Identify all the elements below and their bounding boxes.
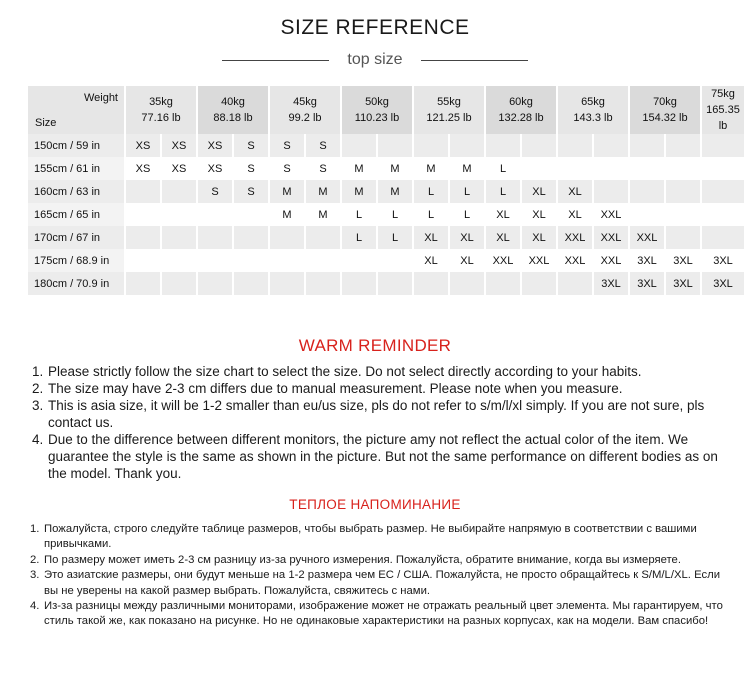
size-cell (341, 249, 377, 272)
size-cell (701, 203, 745, 226)
size-cell (629, 180, 665, 203)
size-cell: XXL (521, 249, 557, 272)
weight-lb: 99.2 lb (288, 112, 322, 124)
size-cell: L (341, 203, 377, 226)
size-cell: S (197, 180, 233, 203)
size-cell: S (305, 157, 341, 180)
weight-header-row (28, 86, 745, 134)
size-cell (233, 249, 269, 272)
weight-lb: 77.16 lb (141, 112, 181, 124)
table-row (28, 134, 745, 157)
size-cell (305, 226, 341, 249)
size-cell: XXL (485, 249, 521, 272)
table-row (28, 203, 745, 226)
size-cell (269, 226, 305, 249)
size-cell (557, 157, 593, 180)
weight-lb: 121.25 lb (426, 112, 472, 124)
weight-kg: 45kg (293, 96, 317, 108)
weight-lb: 132.28 lb (498, 112, 544, 124)
size-cell: M (449, 157, 485, 180)
list-item: 3. This is asia size, it will be 1-2 smaller than eu/us size, pls do not refer to s/m/l/xl simply. If you are not sure, pls contact us. (32, 398, 705, 430)
height-label: 170cm / 67 in (28, 226, 125, 249)
size-cell (161, 226, 197, 249)
size-cell: M (413, 157, 449, 180)
page-title: SIZE REFERENCE (280, 16, 470, 39)
weight-header-cell (341, 86, 413, 134)
weight-kg: 35kg (149, 96, 173, 108)
size-cell: 3XL (593, 272, 629, 295)
height-label: 150cm / 59 in (28, 134, 125, 157)
size-cell: XL (557, 203, 593, 226)
size-cell: XXL (593, 249, 629, 272)
size-cell: XS (125, 157, 161, 180)
size-cell: XL (449, 249, 485, 272)
size-cell: XS (161, 157, 197, 180)
weight-header-cell (629, 86, 701, 134)
size-cell: 3XL (629, 249, 665, 272)
size-cell: XL (449, 226, 485, 249)
size-cell: 3XL (701, 249, 745, 272)
divider-right (421, 60, 528, 61)
size-cell: M (341, 157, 377, 180)
list-item: 2. По размеру может иметь 2-3 см разницу из-за ручного измерения. Пожалуйста, обратите внимание, когда вы измеряете. (30, 553, 681, 566)
size-cell (701, 226, 745, 249)
size-cell: XL (485, 203, 521, 226)
size-cell: M (377, 157, 413, 180)
size-cell (665, 226, 701, 249)
size-cell: S (233, 180, 269, 203)
weight-kg: 75kg (711, 88, 735, 100)
size-cell: M (269, 180, 305, 203)
size-cell: XXL (629, 226, 665, 249)
weight-lb: 143.3 lb (573, 112, 613, 124)
weight-header-cell (701, 86, 745, 134)
size-cell (377, 249, 413, 272)
size-cell: L (449, 203, 485, 226)
size-cell: XS (161, 134, 197, 157)
warm-reminder-ru-list (20, 522, 730, 630)
warm-reminder-title: WARM REMINDER (298, 336, 452, 355)
size-cell: S (269, 134, 305, 157)
weight-header-cell (125, 86, 197, 134)
size-cell: XXL (557, 226, 593, 249)
size-cell (233, 272, 269, 295)
list-item: 4. Due to the difference between different monitors, the picture amy not reflect the actual color of the item. We guarantee the style is the same as shown in the picture. But not the same performance on different bodies as on the model. Thank you. (32, 432, 718, 481)
size-cell (485, 134, 521, 157)
weight-kg: 40kg (221, 96, 245, 108)
weight-kg: 50kg (365, 96, 389, 108)
size-cell (629, 203, 665, 226)
weight-header-cell (269, 86, 341, 134)
weight-kg: 60kg (509, 96, 533, 108)
size-cell (161, 203, 197, 226)
size-cell (161, 180, 197, 203)
size-cell (629, 134, 665, 157)
table-row (28, 249, 745, 272)
size-cell: L (485, 180, 521, 203)
size-cell: M (305, 203, 341, 226)
weight-lb: 110.23 lb (354, 112, 400, 124)
size-cell (125, 272, 161, 295)
size-cell (197, 203, 233, 226)
size-cell (413, 272, 449, 295)
size-cell: XL (521, 180, 557, 203)
size-chart-table (28, 86, 746, 295)
weight-header-cell (197, 86, 269, 134)
size-cell (521, 157, 557, 180)
size-cell: 3XL (629, 272, 665, 295)
size-cell (377, 272, 413, 295)
size-cell (233, 203, 269, 226)
size-cell (233, 226, 269, 249)
height-label: 180cm / 70.9 in (28, 272, 125, 295)
table-row (28, 272, 745, 295)
size-cell (413, 134, 449, 157)
size-cell: XL (521, 226, 557, 249)
size-cell (665, 180, 701, 203)
size-cell: S (269, 157, 305, 180)
size-cell: XXL (593, 203, 629, 226)
table-row (28, 157, 745, 180)
size-cell (593, 180, 629, 203)
size-cell: M (341, 180, 377, 203)
weight-label: Weight (83, 92, 118, 104)
subtitle-row (0, 49, 750, 71)
divider-left (222, 60, 329, 61)
warm-reminder-list (18, 363, 718, 482)
size-cell: XXL (557, 249, 593, 272)
weight-header-cell (485, 86, 557, 134)
size-cell (197, 272, 233, 295)
weight-header-cell (557, 86, 629, 134)
size-cell (449, 272, 485, 295)
size-cell (269, 272, 305, 295)
weight-lb: 88.18 lb (213, 112, 253, 124)
size-label: Size (35, 117, 57, 129)
size-cell (629, 157, 665, 180)
size-cell (341, 272, 377, 295)
size-cell: L (413, 180, 449, 203)
size-cell: L (377, 203, 413, 226)
page-subtitle: top size (347, 51, 403, 68)
size-cell (341, 134, 377, 157)
size-cell: XS (125, 134, 161, 157)
size-cell (161, 249, 197, 272)
list-item: 1. Please strictly follow the size chart to select the size. Do not select directly according to your habits. (32, 364, 642, 379)
size-cell (485, 272, 521, 295)
size-cell (377, 134, 413, 157)
size-cell (521, 134, 557, 157)
size-cell: M (305, 180, 341, 203)
weight-lb: 165.35 lb (706, 104, 740, 132)
size-cell (269, 249, 305, 272)
size-cell: L (377, 226, 413, 249)
warm-reminder-ru-title: ТЕПЛОЕ НАПОМИНАНИЕ (289, 497, 461, 512)
size-cell (665, 134, 701, 157)
size-cell: XL (413, 249, 449, 272)
size-cell: 3XL (665, 249, 701, 272)
height-label: 160cm / 63 in (28, 180, 125, 203)
size-cell: L (485, 157, 521, 180)
size-cell (593, 157, 629, 180)
size-cell: XL (485, 226, 521, 249)
size-cell: L (413, 203, 449, 226)
size-cell: M (269, 203, 305, 226)
height-label: 165cm / 65 in (28, 203, 125, 226)
size-cell: 3XL (701, 272, 745, 295)
size-cell (161, 272, 197, 295)
size-cell (125, 203, 161, 226)
height-label: 175cm / 68.9 in (28, 249, 125, 272)
weight-kg: 70kg (653, 96, 677, 108)
size-cell: XL (557, 180, 593, 203)
size-cell (197, 226, 233, 249)
size-cell (449, 134, 485, 157)
size-cell: XXL (593, 226, 629, 249)
size-cell (557, 272, 593, 295)
weight-kg: 65kg (581, 96, 605, 108)
height-label: 155cm / 61 in (28, 157, 125, 180)
weight-kg: 55kg (437, 96, 461, 108)
size-cell (701, 157, 745, 180)
size-cell: M (377, 180, 413, 203)
weight-header-cell (413, 86, 485, 134)
size-cell (665, 203, 701, 226)
list-item: 4. Из-за разницы между различными мониторами, изображение может не отражать реальный цвет элемента. Мы гарантируем, что стиль такой же, как показано на рисунке. Но не одинаковые характеристики на разных корпусах, как на модели. Вам спасибо! (30, 600, 723, 628)
weight-lb: 154.32 lb (642, 112, 688, 124)
size-cell: S (233, 157, 269, 180)
size-cell (305, 272, 341, 295)
size-cell (125, 180, 161, 203)
list-item: 1. Пожалуйста, строго следуйте таблице размеров, чтобы выбрать размер. Не выбирайте напрямую в соответствии с вашими привычками. (30, 523, 697, 551)
size-cell (305, 249, 341, 272)
size-cell (125, 249, 161, 272)
table-row (28, 180, 745, 203)
list-item: 3. Это азиатские размеры, они будут меньше на 1-2 размера чем ЕС / США. Пожалуйста, не просто обращайтесь к S/M/L/XL. Если вы не уверены на какой размер выбрать. Пожалуйста, свяжитесь с нами. (30, 569, 721, 597)
size-cell (701, 180, 745, 203)
table-row (28, 226, 745, 249)
size-cell (593, 134, 629, 157)
size-cell (701, 134, 745, 157)
table-corner (28, 86, 125, 134)
size-cell: S (305, 134, 341, 157)
size-cell: L (449, 180, 485, 203)
size-cell: L (341, 226, 377, 249)
size-cell: S (233, 134, 269, 157)
list-item: 2. The size may have 2-3 cm differs due to manual measurement. Please note when you measure. (32, 381, 623, 396)
size-cell (665, 157, 701, 180)
size-cell (125, 226, 161, 249)
size-cell: XS (197, 134, 233, 157)
size-cell (557, 134, 593, 157)
size-cell: XS (197, 157, 233, 180)
size-cell: XL (413, 226, 449, 249)
size-cell: 3XL (665, 272, 701, 295)
size-cell (521, 272, 557, 295)
size-cell: XL (521, 203, 557, 226)
size-cell (197, 249, 233, 272)
